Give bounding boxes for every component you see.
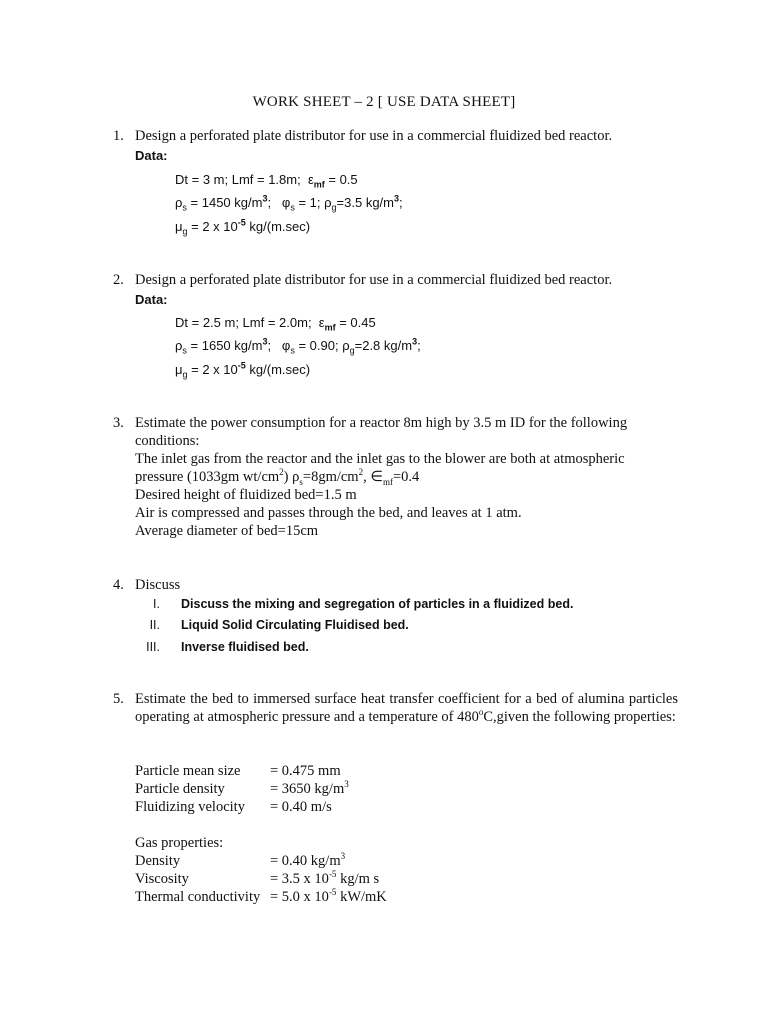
worksheet-page: WORK SHEET – 2 [ USE DATA SHEET] 1. Design a perforated plate distributor for use in a commercial fluidized bed reactor. Data: Dt = 3 m; Lmf = 1.8m; $\varepsilon_{mf} = 0.5$ $\rho_s = 1450$ $kg/m^3$; $\varphi_s = 1$; $\rho_g=3.5$ $kg/m^3$; $\mu_g = 2$ x $10^{-5}$ kg/(m.sec) 2. Design a perforated plate distributor for use in a commercial fluidized bed reactor. Data: Dt = 2.5 m; Lmf = 2.0m; $\varepsilon_{mf} = 0.45$ $\rho_s = 1650$ $kg/m^3$; $\varphi_s = 0.90$; $\rho_g=2.8$ $kg/m^3$; $\mu_g = 2$ x $10^{-5}$ kg/(m.sec) 3. Estimate the power consumption for a reactor 8m high by 3.5 m ID for the following conditions: The inlet gas from the reactor and the inlet gas to the blower are both at atmospheric pressure (1033gm $wt/cm^2$) $\rho_s=8gm/cm^2$, $\in_{mf}=0.4$ Desired height of fluidized bed=1.5 m Air is compressed and passes through the bed, and leaves at 1 atm. Average diameter of bed=15cm 4. Discuss I. Discuss the mixing and segregation of particles in a fluidized bed. II. Liquid Solid Circulating Fluidised bed. III. Inverse fluidised bed. 5. Estimate the bed to immersed surface heat transfer coefficient for a bed of alumina particles operating at atmospheric pressure and a temperature of 480$^o$C,given the following properties: Particle mean size = 0.475 mm Particle density = 3650 $kg/m^3$ Fluidizing velocity = 0.40 m/s Gas properties: Density = 0.40 $kg/m^3$ Viscosity = 3.5 x $10^{-5}$ kg/m s Thermal conductivity = 5.0 x $10^{-5}$ kW/mK (0, 0, 768, 1024)
question-4 (113, 576, 678, 594)
q2-data-row-3: $\mu_g = 2$ x $10^{-5}$ kg/(m.sec) (175, 360, 311, 380)
data-label: Data: (135, 148, 168, 163)
question-5 (113, 690, 678, 726)
question-2 (113, 271, 678, 309)
question-3: 3. Estimate the power consumption for a reactor 8m high by 3.5 m ID for the following conditions: The inlet gas from the reactor and the inlet gas to the blower are both at atmospheric pressure (1033gm $wt/cm^2$) $\rho_s=8gm/cm^2$, $\in_{mf}=0.4$ Desired height of fluidized bed=1.5 m Air is compressed and passes through the bed, and leaves at 1 atm. Average diameter of bed=15cm (113, 415, 628, 539)
question-number: 1. (113, 128, 124, 144)
question-number: 4. (113, 577, 124, 593)
question-text: Discuss (135, 577, 181, 593)
q2-data-row-1: Dt = 2.5 m; Lmf = 2.0m; $\varepsilon_{mf} = 0.45$ (175, 315, 376, 333)
q1-data-row-1: Dt = 3 m; Lmf = 1.8m; $\varepsilon_{mf} = 0.5$ (175, 172, 358, 190)
question-number: 2. (113, 272, 124, 288)
question-text: Estimate the bed to immersed surface heat transfer coefficient for a bed of alumina particles operating at atmospheric pressure and a temperature of 480$^o$C,given the following properties: (135, 691, 678, 725)
question-text: Design a perforated plate distributor for use in a commercial fluidized bed reactor. (135, 272, 613, 288)
page-title: WORK SHEET – 2 [ USE DATA SHEET] (252, 94, 516, 110)
q2-data-row-2: $\rho_s = 1650$ $kg/m^3$; $\varphi_s = 0.90$; $\rho_g=2.8$ $kg/m^3$; (175, 336, 421, 356)
question-number: 5. (113, 691, 124, 707)
question-text: Design a perforated plate distributor for use in a commercial fluidized bed reactor. (135, 128, 613, 144)
q1-data-row-3: $\mu_g = 2$ x $10^{-5}$ kg/(m.sec) (175, 217, 311, 237)
question-number: 3. (113, 415, 124, 431)
q1-data-row-2: $\rho_s = 1450$ $kg/m^3$; $\varphi_s = 1$; $\rho_g=3.5$ $kg/m^3$; (175, 193, 403, 213)
question-1 (113, 127, 678, 165)
data-label: Data: (135, 292, 168, 307)
